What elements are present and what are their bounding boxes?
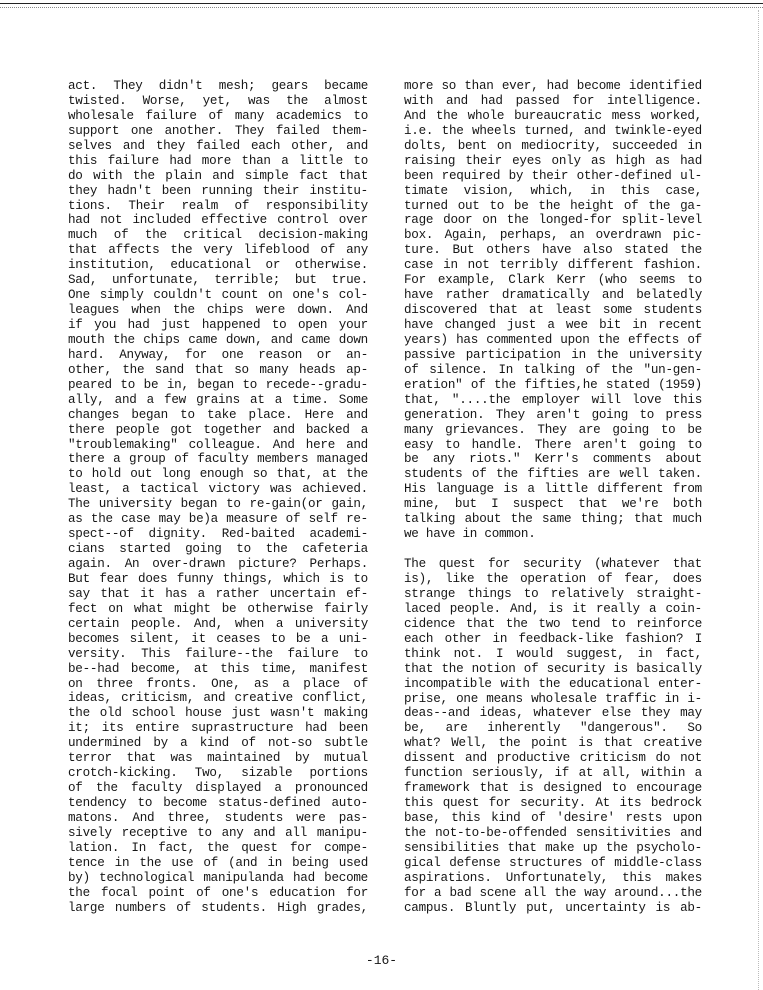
text-line: be--had become, at this time, manifest (68, 661, 368, 676)
text-line: eration" of the fifties,he stated (1959) (404, 377, 702, 392)
text-line: terror that was maintained by mutual (68, 751, 368, 766)
text-line: if you had just happened to open your (68, 318, 368, 332)
text-line: The quest for security (whatever that (404, 557, 702, 572)
text-line: campus. Bluntly put, uncertainty is ab- (404, 900, 702, 915)
text-line: much of the critical decision-making (68, 228, 368, 243)
text-line: each other in feedback-like fashion? I (404, 631, 702, 646)
text-line: But fear does funny things, which is to (68, 571, 368, 586)
text-line: as the case may be)a measure of self re- (68, 512, 368, 527)
right-column (404, 79, 702, 916)
text-line: sensibilities that make up the psycholo- (404, 840, 702, 855)
text-line: hard. Anyway, for one reason or an- (68, 347, 368, 362)
top-border-rule (0, 3, 763, 4)
paragraph (404, 79, 702, 542)
text-line: prise, one means wholesale traffic in i- (404, 691, 702, 706)
text-line: do with the plain and simple fact that (68, 168, 368, 183)
text-line: ally, and a few grains at a time. Some (68, 392, 368, 407)
text-line: ture. But others have also stated the (404, 243, 702, 258)
text-line: think not. I would suggest, in fact, (404, 646, 702, 661)
text-line: had not included effective control over (68, 213, 368, 228)
text-line: the old school house just wasn't making (68, 706, 368, 721)
paragraph-gap (404, 542, 702, 557)
text-line: box. Again, perhaps, an overdrawn pic- (404, 228, 702, 243)
text-line: easy to handle. There aren't going to (404, 437, 702, 452)
text-line: base, this kind of 'desire' rests upon (404, 811, 702, 825)
text-line: gical defense structures of middle-class (404, 855, 702, 870)
text-line: large numbers of students. High grades, (68, 900, 368, 915)
paragraph (68, 79, 368, 916)
text-line: again. An over-drawn picture? Perhaps. (68, 557, 368, 571)
text-line: peared to be in, began to recede--gradu- (68, 377, 368, 392)
paragraph (404, 557, 702, 916)
text-line: there people got together and backed a (68, 422, 368, 437)
text-line: Sad, unfortunate, terrible; but true. (68, 273, 368, 288)
text-line: certain people. And, when a university (68, 616, 368, 631)
text-line: tence in the use of (and in being used (68, 855, 368, 870)
text-line: dissent and productive criticism do not (404, 751, 702, 766)
text-line: least, a tactical victory was achieved. (68, 482, 368, 497)
text-line: changes began to take place. Here and (68, 407, 368, 422)
right-edge-scan-marks (758, 10, 763, 990)
left-column (68, 79, 368, 916)
text-line: have rather dramatically and belatedly (404, 288, 702, 303)
text-line: incompatible with the educational enter- (404, 676, 702, 691)
text-line: this failure had more than a little to (68, 153, 368, 168)
text-line: students of the fifties are well taken. (404, 467, 702, 482)
text-line: mine, but I suspect that we're both (404, 497, 702, 512)
text-line: be any riots." Kerr's comments about (404, 452, 702, 467)
text-line: wholesale failure of many academics to (68, 108, 368, 123)
text-line: many grievances. They are going to be (404, 422, 702, 437)
text-line: mouth the chips came down, and came down (68, 332, 368, 347)
text-line: One simply couldn't count on one's col- (68, 288, 368, 303)
text-line: laced people. And, is it really a coin- (404, 601, 702, 616)
text-line: lation. In fact, the quest for compe- (68, 840, 368, 855)
text-line: For example, Clark Kerr (who seems to (404, 273, 702, 288)
top-scan-noise (0, 7, 763, 8)
text-line: for a bad scene all the way around...the (404, 885, 702, 900)
text-line: selves and they failed each other, and (68, 138, 368, 153)
text-line: versity. This failure--the failure to (68, 646, 368, 661)
text-line: other, the sand that so many heads ap- (68, 362, 368, 377)
text-line: institution, educational or otherwise. (68, 258, 368, 273)
text-line: dolts, bent on mediocrity, succeeded in (404, 138, 702, 153)
text-line: rage door on the longed-for split-level (404, 213, 702, 228)
text-line: spect--of dignity. Red-baited academi- (68, 527, 368, 542)
text-line: turned out to be the height of the ga- (404, 198, 702, 213)
text-line: it; its entire suprastructure had been (68, 721, 368, 736)
text-line: they hadn't been running their institu- (68, 183, 368, 198)
text-line: years) has commented upon the effects of (404, 332, 702, 347)
text-line: matons. And three, students were pas- (68, 810, 368, 825)
text-line: of silence. In talking of the "un-gen- (404, 362, 702, 377)
text-line: what? Well, the point is that creative (404, 736, 702, 751)
text-line: tendency to become status-defined auto- (68, 796, 368, 810)
text-line: is), like the operation of fear, does (404, 572, 702, 586)
text-line: there a group of faculty members managed (68, 452, 368, 467)
text-line: have changed just a wee bit in recent (404, 318, 702, 332)
text-line: talking about the same thing; that much (404, 512, 702, 527)
text-line: strange things to relatively straight- (404, 586, 702, 601)
text-line: on three fronts. One, as a place of (68, 676, 368, 691)
text-line: passive participation in the university (404, 347, 702, 362)
text-line: the focal point of one's education for (68, 885, 368, 900)
text-line: function seriously, if at all, within a (404, 766, 702, 781)
text-line: the not-to-be-offended sensitivities and (404, 825, 702, 840)
text-line: twisted. Worse, yet, was the almost (68, 93, 368, 108)
text-line: act. They didn't mesh; gears became (68, 79, 368, 93)
text-line: fect on what might be otherwise fairly (68, 601, 368, 616)
text-line: cidence that the two tend to reinforce (404, 616, 702, 631)
text-line: framework that is designed to encourage (404, 781, 702, 796)
text-line: tions. Their realm of responsibility (68, 198, 368, 213)
text-line: sively receptive to any and all manipu- (68, 825, 368, 840)
text-line: leagues when the chips were down. And (68, 303, 368, 318)
text-line: of the faculty displayed a pronounced (68, 781, 368, 796)
text-line: by) technological manipulanda had become (68, 870, 368, 885)
text-line: case in not terribly different fashion. (404, 258, 702, 273)
text-line: And the whole bureaucratic mess worked, (404, 108, 702, 123)
text-line: to hold out long enough so that, at the (68, 467, 368, 482)
text-line: we have in common. (404, 527, 536, 542)
text-line: that the notion of security is basically (404, 661, 702, 676)
page-number: -16- (365, 953, 398, 968)
text-line: with and had passed for intelligence. (404, 93, 702, 108)
text-line: His language is a little different from (404, 482, 702, 497)
text-line: that, "....the employer will love this (404, 392, 702, 407)
text-line: be, are inherently "dangerous". So (404, 721, 702, 736)
text-line: more so than ever, had become identified (404, 79, 702, 93)
text-line: this quest for security. At its bedrock (404, 796, 702, 811)
text-line: ideas, criticism, and creative conflict, (68, 691, 368, 706)
text-line: timate vision, which, in this case, (404, 183, 702, 198)
text-line: been required by their other-defined ul- (404, 168, 702, 183)
text-line: becomes silent, it ceases to be a uni- (68, 631, 368, 646)
text-line: say that it has a rather uncertain ef- (68, 586, 368, 601)
text-line: that affects the very lifeblood of any (68, 243, 368, 258)
text-line: aspirations. Unfortunately, this makes (404, 870, 702, 885)
text-line: "troublemaking" colleague. And here and (68, 437, 368, 452)
text-line: generation. They aren't going to press (404, 407, 702, 422)
text-line: i.e. the wheels turned, and twinkle-eyed (404, 123, 702, 138)
text-line: raising their eyes only as high as had (404, 153, 702, 168)
text-line: cians started going to the cafeteria (68, 542, 368, 557)
text-line: crotch-kicking. Two, sizable portions (68, 766, 368, 781)
text-line: undermined by a kind of not-so subtle (68, 736, 368, 751)
text-line: discovered that at least some students (404, 303, 702, 318)
text-line: The university began to re-gain(or gain, (68, 497, 368, 512)
text-line: deas--and ideas, whatever else they may (404, 706, 702, 721)
text-line: support one another. They failed them- (68, 123, 368, 138)
